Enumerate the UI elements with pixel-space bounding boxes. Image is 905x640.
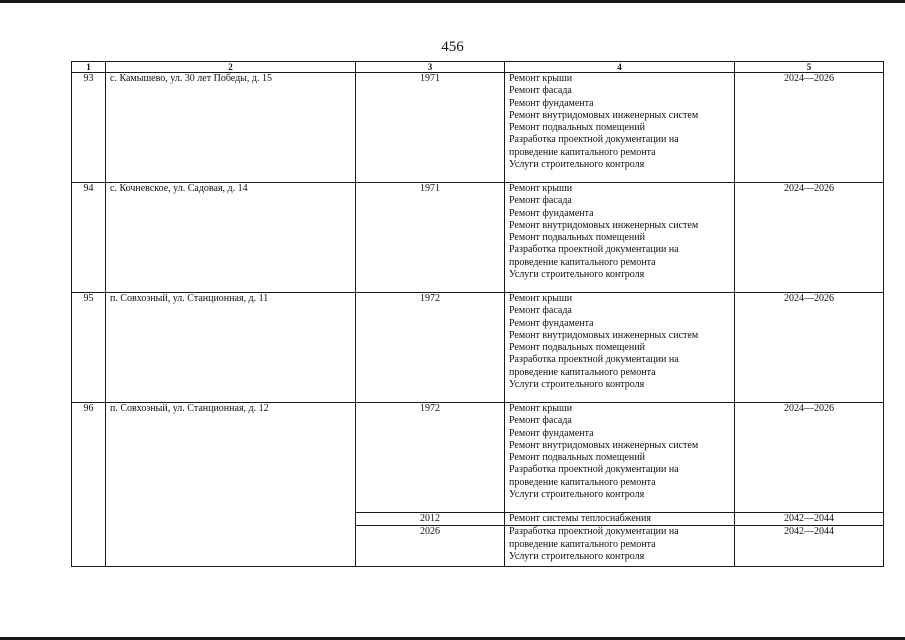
row-year: 1972 bbox=[356, 293, 505, 403]
row-number: 94 bbox=[72, 183, 106, 293]
work-item: проведение капитального ремонта bbox=[509, 538, 656, 550]
work-item: Услуги строительного контроля bbox=[509, 550, 645, 562]
work-item: Ремонт подвальных помещений bbox=[509, 452, 645, 464]
work-item: Разработка проектной документации на bbox=[509, 244, 679, 256]
table-row bbox=[72, 183, 884, 293]
table-row bbox=[72, 293, 884, 403]
work-item: Ремонт подвальных помещений bbox=[509, 122, 645, 134]
row-number: 93 bbox=[72, 73, 106, 183]
row-year: 2012 bbox=[356, 513, 505, 526]
row-year: 1971 bbox=[356, 183, 505, 293]
work-item: Ремонт внутридомовых инженерных систем bbox=[509, 329, 699, 341]
work-item: Ремонт крыши bbox=[509, 403, 573, 414]
table-row bbox=[72, 73, 884, 183]
work-item: Услуги строительного контроля bbox=[509, 379, 645, 391]
row-period: 2024—2026 bbox=[735, 403, 884, 513]
work-item: Услуги строительного контроля bbox=[509, 159, 645, 171]
work-item: Ремонт фасада bbox=[509, 195, 572, 207]
header-col-5: 5 bbox=[735, 62, 884, 73]
page-top-border bbox=[0, 0, 905, 3]
repair-schedule-table bbox=[71, 61, 884, 567]
header-col-4: 4 bbox=[505, 62, 735, 73]
work-item: Разработка проектной документации на bbox=[509, 464, 679, 476]
row-number: 96 bbox=[72, 403, 106, 567]
work-item: Ремонт крыши bbox=[509, 293, 573, 304]
row-period: 2024—2026 bbox=[735, 183, 884, 293]
row-works bbox=[505, 293, 735, 403]
work-item: Ремонт крыши bbox=[509, 183, 573, 194]
work-item: проведение капитального ремонта bbox=[509, 476, 656, 488]
work-item: Ремонт фасада bbox=[509, 85, 572, 97]
work-item: Ремонт внутридомовых инженерных систем bbox=[509, 109, 699, 121]
page-number: 456 bbox=[441, 39, 464, 55]
work-item: Ремонт фасада bbox=[509, 415, 572, 427]
row-works bbox=[505, 73, 735, 183]
work-item: Услуги строительного контроля bbox=[509, 269, 645, 281]
work-item: Ремонт фундамента bbox=[509, 427, 594, 439]
row-address: с. Кочневское, ул. Садовая, д. 14 bbox=[106, 183, 356, 293]
work-item: Ремонт подвальных помещений bbox=[509, 342, 645, 354]
row-works bbox=[505, 513, 735, 526]
work-item: Ремонт фундамента bbox=[509, 207, 594, 219]
row-number: 95 bbox=[72, 293, 106, 403]
row-year: 1972 bbox=[356, 403, 505, 513]
row-works bbox=[505, 403, 735, 513]
work-item: Ремонт подвальных помещений bbox=[509, 232, 645, 244]
row-period: 2024—2026 bbox=[735, 293, 884, 403]
work-item: Ремонт внутридомовых инженерных систем bbox=[509, 219, 699, 231]
row-period: 2042—2044 bbox=[735, 526, 884, 567]
work-item: проведение капитального ремонта bbox=[509, 256, 656, 268]
row-works bbox=[505, 526, 735, 567]
work-item: Услуги строительного контроля bbox=[509, 489, 645, 501]
header-row bbox=[72, 62, 884, 73]
row-period: 2024—2026 bbox=[735, 73, 884, 183]
work-item: проведение капитального ремонта bbox=[509, 366, 656, 378]
row-address: п. Совхозный, ул. Станционная, д. 12 bbox=[106, 403, 356, 567]
work-item: Ремонт фундамента bbox=[509, 97, 594, 109]
row-works bbox=[505, 183, 735, 293]
work-item: Ремонт фасада bbox=[509, 305, 572, 317]
row-year: 1971 bbox=[356, 73, 505, 183]
work-item: Разработка проектной документации на bbox=[509, 134, 679, 146]
work-item: Ремонт системы теплоснабжения bbox=[509, 513, 651, 524]
header-col-2: 2 bbox=[106, 62, 356, 73]
row-address: с. Камышево, ул. 30 лет Победы, д. 15 bbox=[106, 73, 356, 183]
work-item: Ремонт крыши bbox=[509, 73, 573, 84]
header-col-1: 1 bbox=[72, 62, 106, 73]
row-year: 2026 bbox=[356, 526, 505, 567]
row-period: 2042—2044 bbox=[735, 513, 884, 526]
row-address: п. Совхозный, ул. Станционная, д. 11 bbox=[106, 293, 356, 403]
work-item: Разработка проектной документации на bbox=[509, 354, 679, 366]
header-col-3: 3 bbox=[356, 62, 505, 73]
work-item: Ремонт фундамента bbox=[509, 317, 594, 329]
work-item: Разработка проектной документации на bbox=[509, 526, 679, 538]
work-item: проведение капитального ремонта bbox=[509, 146, 656, 158]
table-row bbox=[72, 403, 884, 513]
work-item: Ремонт внутридомовых инженерных систем bbox=[509, 439, 699, 451]
